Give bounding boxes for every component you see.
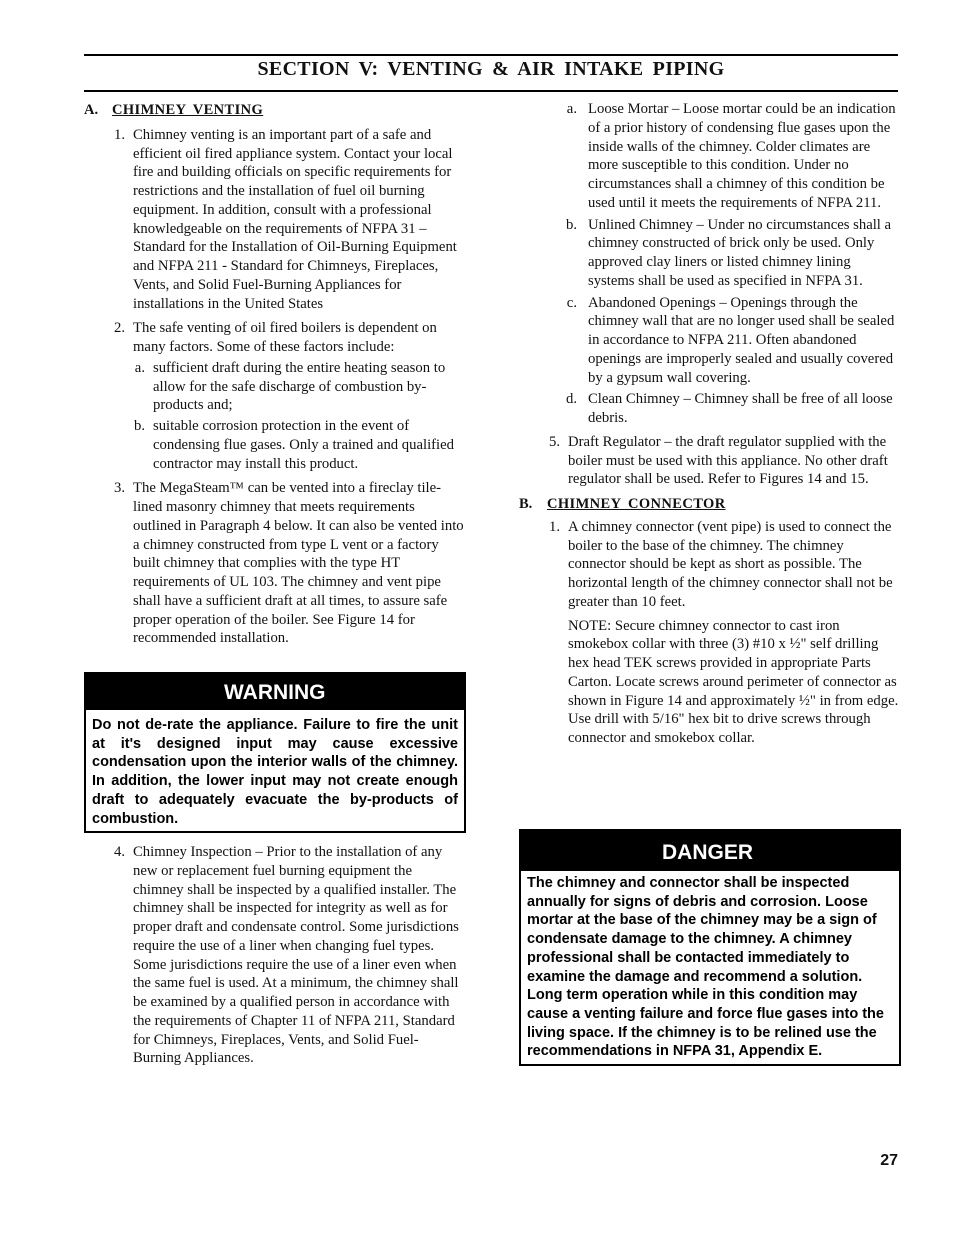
list-item-2 <box>84 319 464 473</box>
warning-heading: WARNING <box>86 674 464 710</box>
sub-item-label: c. <box>566 294 577 311</box>
list-item-number: 5. <box>548 433 560 450</box>
sub-item-text: sufficient draft during the entire heating season to allow for the safe discharge of combustion by-products and; <box>153 359 446 414</box>
list-item-number: 1. <box>548 518 560 535</box>
sub-item-label: b. <box>133 418 145 434</box>
danger-text: The chimney and connector shall be inspected annually for signs of debris and corrosion. Loose mortar at the base of the chimney may be a sign of condensate damage to the chimney. A chimney professional shall be contacted immediately to examine the damage and recommend a solution. Long term operation while in this condition may cause a venting failure and force flue gases into the living space. If the chimney is to be relined use the recommendations in NFPA 31, Appendix E. <box>527 875 884 1060</box>
sub-item-label: a. <box>566 101 577 117</box>
sub-item-label: d. <box>565 391 577 408</box>
sub-item-d <box>519 390 899 428</box>
sub-item-label: a. <box>134 359 145 376</box>
section-a-title: CHIMNEY VENTING <box>112 102 264 118</box>
header-rule-top <box>84 54 898 56</box>
warning-text: Do not de-rate the appliance. Failure to fire the unit at it's designed input may cause excessive condensation upon the interior walls of the chimney. In addition, the lower input may not create enough draft to adequately evacuate the by-products of combustion. <box>92 717 458 827</box>
section-a-heading <box>84 101 464 120</box>
danger-heading: DANGER <box>521 831 899 871</box>
section-b-heading <box>519 495 899 514</box>
page-number: 27 <box>880 1152 898 1169</box>
sub-item-text: Unlined Chimney – Under no circumstances shall a chimney constructed of brick only be used. Only approved clay liners or listed chimney lining systems shall be used as specified in NFPA 31. <box>588 216 892 289</box>
list-item-number: 3. <box>113 480 125 497</box>
sub-item-c <box>519 294 899 388</box>
sub-item-label: b. <box>565 216 577 233</box>
sub-item-a <box>133 359 464 415</box>
sub-item-text: Loose Mortar – Loose mortar could be an indication of a prior history of condensing flue gases upon the inside walls of the chimney. Colder climates are more susceptible to this condition. Under no circumstances shall a chimney of this condition be used until it meets the requirements of NFPA 211. <box>588 101 896 211</box>
sub-item-text: suitable corrosion protection in the event of condensing flue gases. Only a trained and qualified contractor may install this product. <box>153 418 455 472</box>
sub-item-text: Clean Chimney – Chimney shall be free of all loose debris. <box>588 391 893 426</box>
list-item-1-b <box>519 518 899 612</box>
sub-item-a <box>519 100 899 213</box>
warning-box <box>84 672 466 833</box>
section-b-letter: B. <box>519 496 533 512</box>
list-item-text: The safe venting of oil fired boilers is dependent on many factors. Some of these factors include: <box>133 320 437 355</box>
list-item-text: The MegaSteam™ can be vented into a fireclay tile-lined masonry chimney that meets requirements outlined in Paragraph 4 below. It can also be vented into a chimney constructed from type L vent or a factory built chimney that complies with the type HT requirements of UL 103. The chimney and vent pipe shall have a sufficient draft at all times, to assure safe proper operation of the boiler. See Figure 14 for recommended installation. <box>133 480 464 647</box>
list-item-3 <box>84 479 464 648</box>
header-rule-bottom <box>84 90 898 92</box>
sub-item-b <box>133 417 464 473</box>
note-text: NOTE: Secure chimney connector to cast iron smokebox collar with three (3) #10 x ½" self drilling hex head TEK screws provided in appropriate Parts Carton. Locate screws around perimeter of connector as shown in Figure 14 and approximately ½" in from edge. Use drill with 5/16" hex bit to drive screws through connector and smokebox collar. <box>568 617 899 746</box>
list-item-4 <box>84 843 464 1068</box>
left-column <box>84 101 464 648</box>
right-column <box>519 100 899 748</box>
list-item-number: 4. <box>113 844 125 860</box>
list-item-1 <box>84 126 464 314</box>
list-item-text: A chimney connector (vent pipe) is used to connect the boiler to the base of the chimney. The chimney connector should be kept as short as possible. The horizontal length of the chimney connector shall not be greater than 10 feet. <box>568 518 893 610</box>
list-item-number: 2. <box>113 320 125 337</box>
danger-box <box>519 829 901 1066</box>
sub-item-text: Abandoned Openings – Openings through the chimney wall that are no longer used shall be sealed in accordance to NFPA 211. Often abandoned openings are improperly sealed and usually covered by a gypsum wall covering. <box>588 294 895 386</box>
sub-item-b <box>519 216 899 291</box>
section-a-letter: A. <box>84 102 99 118</box>
list-item-text: Chimney venting is an important part of a safe and efficient oil fired appliance system. Contact your local fire and building officials on specific requirements for restrictions and the installation of fuel oil burning equipment. In addition, consult with a professional knowledgeable on the requirements of NFPA 31 – Standard for the Installation of Oil-Burning Equipment and NFPA 211 - Standard for Chimneys, Fireplaces, Vents, and Solid Fuel-Burning Appliances for installations in the United States <box>133 126 457 312</box>
left-column-lower <box>84 843 464 1068</box>
list-item-5 <box>519 433 899 489</box>
list-item-text: Chimney Inspection – Prior to the installation of any new or replacement fuel burning equipment the chimney shall be inspected by a qualified installer. The chimney shall be inspected for integrity as well as for proper draft and condensate control. Some jurisdictions require the use of a liner when changing fuel types. Some jurisdictions require the use of a liner even when the same fuel is used. At a minimum, the chimney shall be examined by a qualified person in accordance with the requirements of Chapter 11 of NFPA 211, Standard for Chimneys, Fireplaces, Vents, and Solid Fuel-Burning Appliances. <box>133 844 459 1067</box>
section-b-title: CHIMNEY CONNECTOR <box>547 496 726 512</box>
section-title: SECTION V: VENTING & AIR INTAKE PIPING <box>257 58 725 80</box>
list-item-number: 1. <box>113 126 125 143</box>
list-item-text: Draft Regulator – the draft regulator supplied with the boiler must be used with this appliance. No other draft regulator shall be used. Refer to Figures 14 and 15. <box>568 433 888 488</box>
